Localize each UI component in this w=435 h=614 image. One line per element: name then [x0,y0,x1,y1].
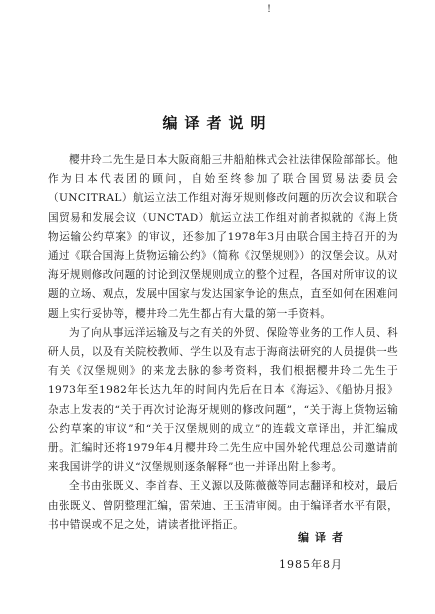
date: 1985年8月 [279,558,343,571]
page-title: 编译者说明 [162,114,273,132]
top-mark: ! [267,4,272,15]
paragraph-3: 全书由张既义、李首春、王义源以及陈薇薇等同志翻译和校对，最后由张既义、曾阴整理汇编，雷荣迪、王玉清审阅。由于编译者水平有限，书中错误或不足之处，请读者批评指正。 [48,480,398,531]
paragraph-1: 樱井玲二先生是日本大阪商船三井船舶株式会社法律保险部部长。他作为日本代表团的顾问，自始至终参加了联合国贸易法委员会（UNCITRAL）航运立法工作组对海牙规则修改问题的历次会议和联合国贸易和发展会议（UNCTAD）航运立法工作组对前者拟就的《海上货物运输公约草案》的审议，还参加了1978年3月由联合国主持召开的为通过《联合国海上货物运输公约》（简称《汉堡规则》）的汉堡会议。从对海牙规则修改问题的讨论到汉堡规则成立的整个过程，各国对所审议的议题的立场、观点，发展中国家与发达国家争论的焦点，直至如何在困难问题上实行妥协等，樱井玲二先生都占有大量的第一手资料。 [48,154,398,320]
body-text [48,151,398,535]
signature: 编译者 [298,531,349,544]
paragraph-2: 为了向从事远洋运输及与之有关的外贸、保险等业务的工作人员、科研人员，以及有关院校教师、学生以及有志于海商法研究的人员提供一些有关《汉堡规则》的来龙去脉的参考资料，我们根据樱井玲二先生于1973年至1982年长达九年的时间内先后在日本《海运》、《船协月报》杂志上发表的“关于再次讨论海牙规则的修改问题”，“关于海上货物运输公约草案的审议”和“关于汉堡规则的成立”的连载文章译出，并汇编成册。汇编时还将1979年4月樱井玲二先生应中国外轮代理总公司邀请前来我国讲学的讲义“汉堡规则逐条解释”也一并译出附上参考。 [48,326,398,474]
